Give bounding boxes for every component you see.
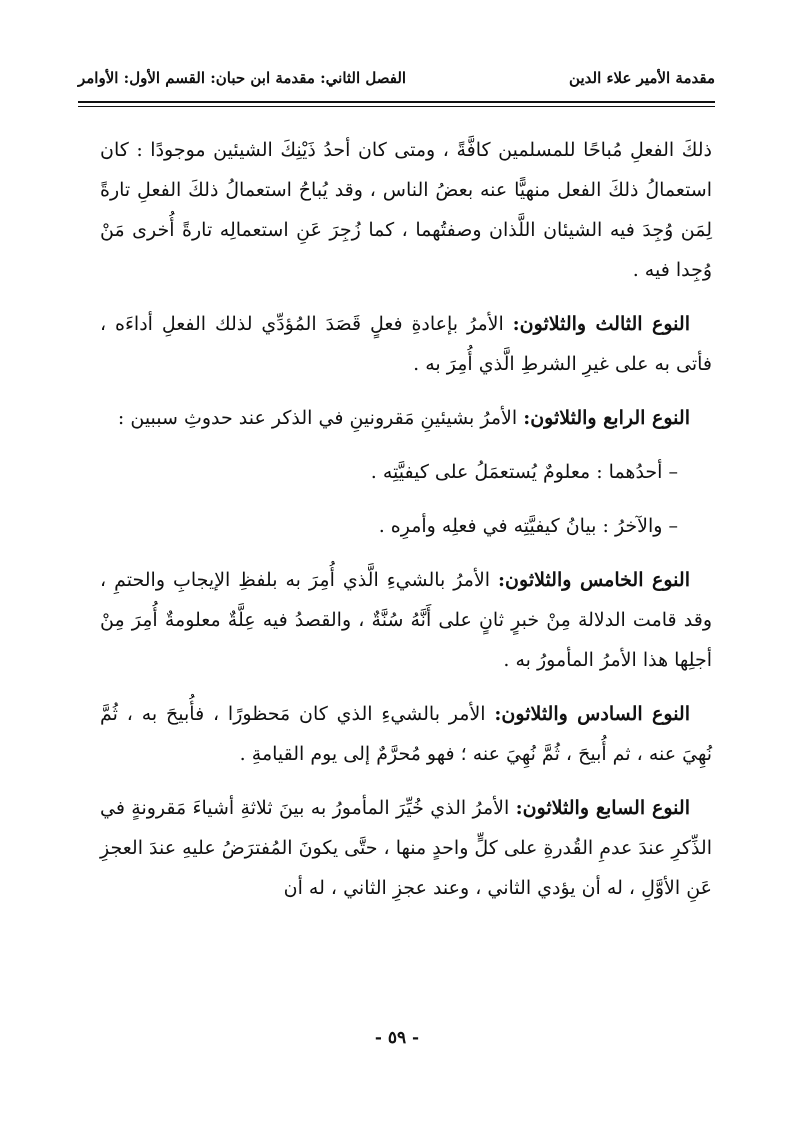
header-rule-thin — [78, 106, 715, 107]
running-header — [78, 60, 715, 96]
paragraph-intro: ذلكَ الفعلِ مُباحًا للمسلمين كافَّةً ، ومتى كان أحدُ ذَيْنِكَ الشيئين موجودًا : كان استعمالُ ذلكَ الفعل منهيًّا عنه بعضُ الناس ، وقد يُباحُ استعمالُ ذلكَ الفعلِ تارةً لِمَن وُجِدَ فيه الشيئان اللَّذان وصفتُهما ، كما زُجِرَ عَنِ استعمالِه تارةً أُخرى مَنْ وُجِدا فيه . — [100, 139, 712, 281]
type-37-heading: النوع السابع والثلاثون: — [515, 797, 690, 819]
type-36-text: الأمر بالشيءِ الذي كان مَحظورًا ، فأُبيحَ به ، ثُمَّ نُهِيَ عنه ، ثم أُبيحَ ، ثُمَّ نُهِيَ عنه ؛ فهو مُحرَّمٌ إلى يوم القيامةِ . — [100, 703, 712, 765]
page-body — [100, 130, 712, 922]
header-chapter-title: الفصل الثاني: مقدمة ابن حبان: القسم الأول: الأوامر — [78, 69, 407, 87]
page-number: - ٥٩ - — [374, 1028, 420, 1048]
type-34-heading: النوع الرابع والثلاثون: — [523, 407, 690, 429]
paragraph-type-33 — [100, 304, 712, 384]
type-33-text: الأمرُ بإعادةِ فعلٍ قَصَدَ المُؤدِّي لذلك الفعلِ أداءَه ، فأتى به على غيرِ الشرطِ الَّذي أُمِرَ به . — [100, 313, 712, 375]
type-35-text: الأمرُ بالشيءِ الَّذي أُمِرَ به بلفظِ الإيجابِ والحتمِ ، وقد قامت الدلالة مِنْ خبرٍ ثانٍ على أَنَّهُ سُنَّةٌ ، والقصدُ فيه عِلَّةٌ معلومةٌ أُمِرَ مِنْ أجلِها هذا الأمرُ المأمورُ به . — [100, 569, 712, 671]
list-item-second: – والآخرُ : بيانُ كيفيَّتِه في فعلِه وأمرِه . — [378, 515, 678, 537]
type-35-heading: النوع الخامس والثلاثون: — [498, 569, 690, 591]
paragraph-type-34 — [100, 398, 712, 438]
type-37-text: الأمرُ الذي خُيِّرَ المأمورُ به بينَ ثلاثةِ أشياءَ مَقرونةٍ في الذِّكرِ عندَ عدمِ القُدرةِ على كلٍّ واحدٍ منها ، حتَّى يكونَ المُفترَضُ عليهِ عندَ العجزِ عَنِ الأوَّلِ ، له أن يؤدي الثاني ، وعند عجزِ الثاني ، له أن — [100, 797, 712, 899]
type-36-heading: النوع السادس والثلاثون: — [494, 703, 690, 725]
list-item-first: – أحدُهما : معلومٌ يُستعمَلُ على كيفيَّتِه . — [370, 461, 678, 483]
paragraph-type-37 — [100, 788, 712, 908]
type-33-heading: النوع الثالث والثلاثون: — [512, 313, 690, 335]
header-rule-thick — [78, 101, 715, 103]
paragraph-type-35 — [100, 560, 712, 680]
paragraph-type-36 — [100, 694, 712, 774]
header-book-title: مقدمة الأمير علاء الدين — [569, 69, 715, 87]
type-34-text: الأمرُ بشيئينِ مَقرونينِ في الذكر عند حدوثِ سببين : — [117, 407, 524, 429]
